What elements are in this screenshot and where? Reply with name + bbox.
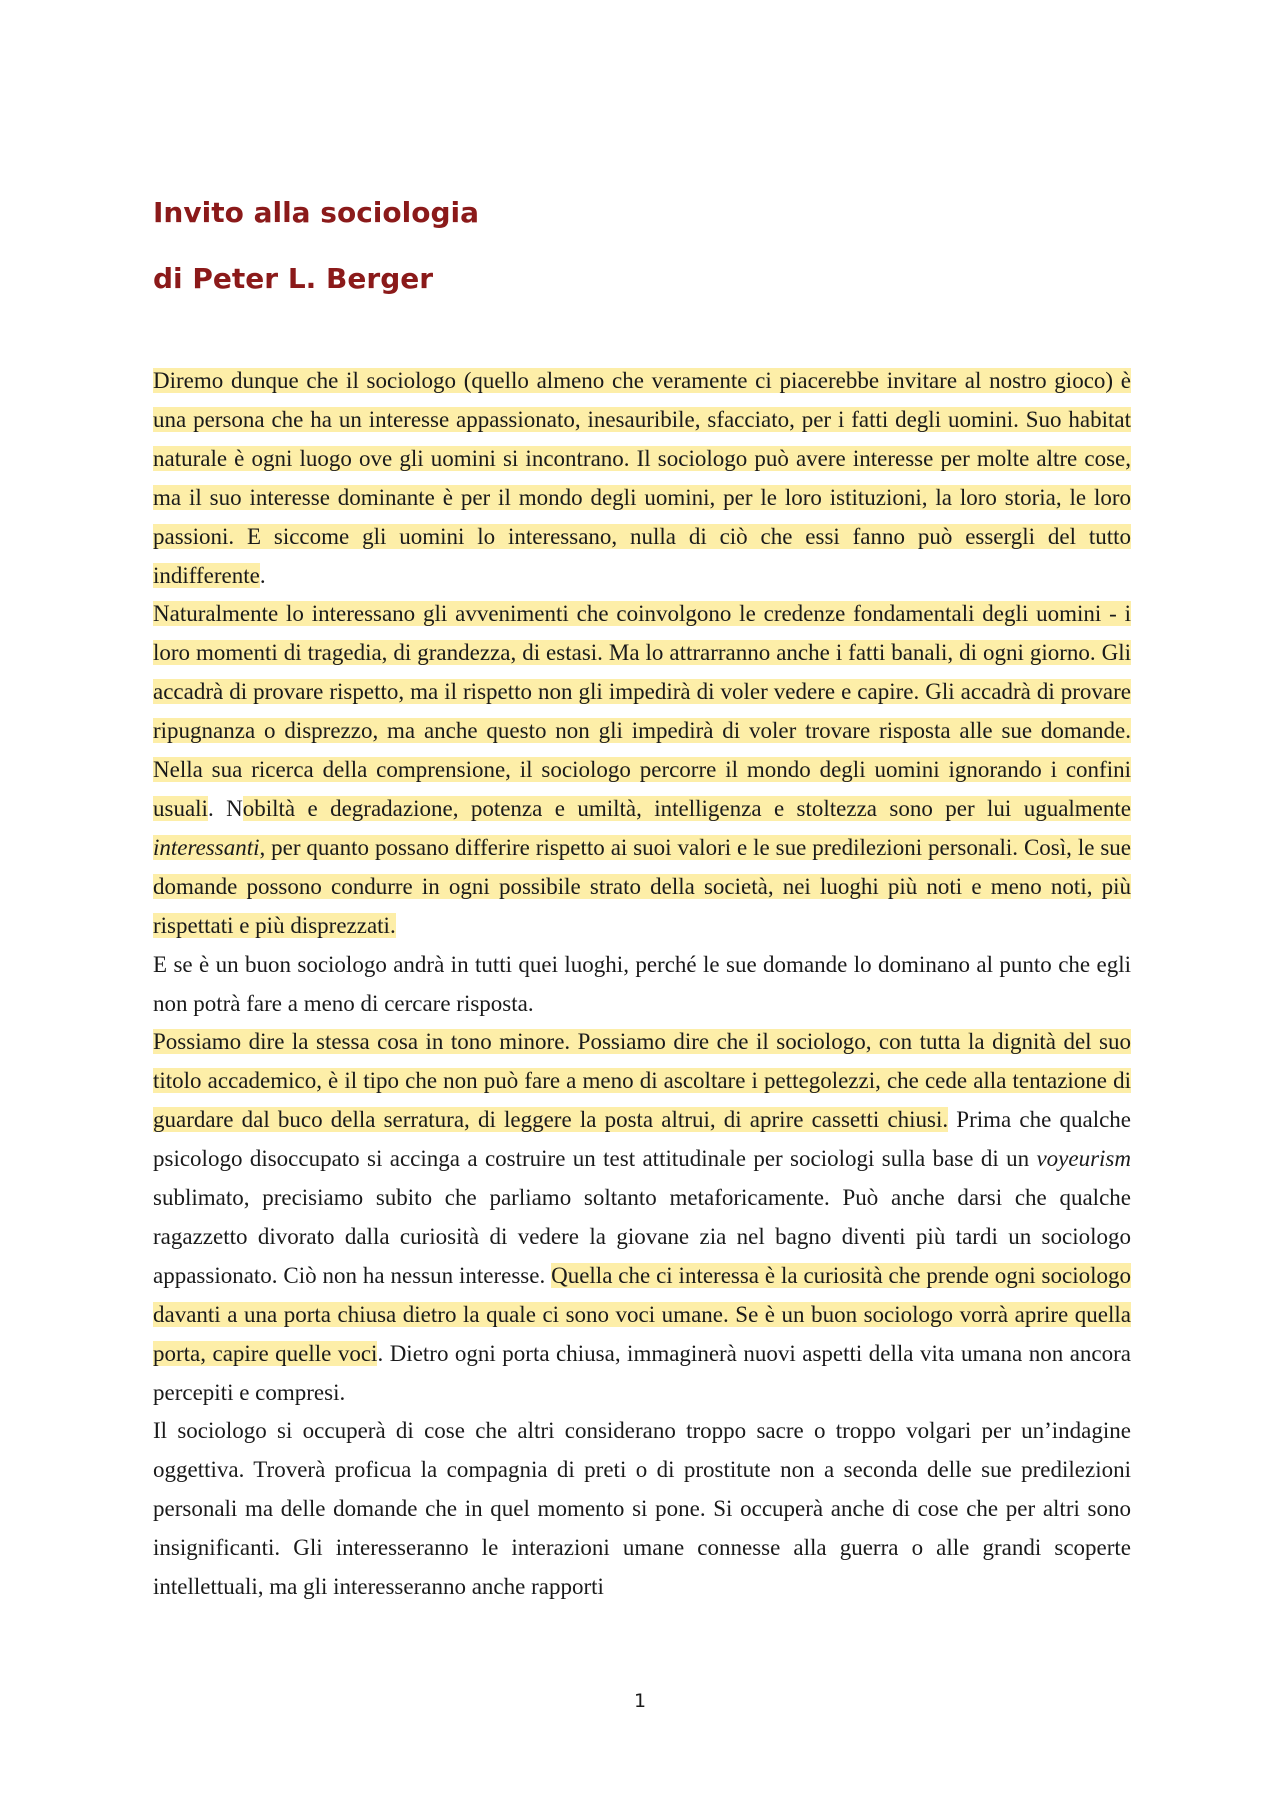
text-segment: Il sociologo si occuperà di cose che altri considerano troppo sacre o troppo volgari per un’indagine oggettiva. Troverà proficua la compagnia di preti o di prostitute non a seconda delle sue predilezioni personali ma delle domande che in quel momento si pone. Si occuperà anche di cose che per altri sono insignificanti. Gli interesseranno le interazioni umane connesse alla guerra o alle grandi scoperte intellettuali, ma gli interesseranno anche rapporti bbox=[153, 1418, 1131, 1600]
body-paragraph bbox=[153, 362, 1131, 595]
text-segment: voyeurism bbox=[1036, 1146, 1131, 1172]
body-paragraph bbox=[153, 1023, 1131, 1412]
document-title: Invito alla sociologia bbox=[153, 196, 480, 229]
text-segment: . Dietro ogni porta chiusa, immaginerà nuovi aspetti della vita umana non ancora percepiti e compresi. bbox=[153, 1340, 1132, 1405]
highlighted-text: obiltà e degradazione, potenza e umiltà, intelligenza e stoltezza sono per lui ugualmente bbox=[242, 795, 1131, 821]
document-body bbox=[153, 362, 1131, 1607]
document-author: di Peter L. Berger bbox=[153, 262, 434, 295]
text-segment: Prima che qualche psicologo disoccupato si accinga a costruire un test attitudinale per sociologi sulla base di un bbox=[153, 1107, 1131, 1172]
page-number: 1 bbox=[633, 1690, 647, 1712]
body-paragraph bbox=[153, 946, 1131, 1024]
text-segment: E se è un buon sociologo andrà in tutti quei luoghi, perché le sue domande lo dominano al punto che egli non potrà fare a meno di cercare risposta. bbox=[153, 951, 1131, 1016]
highlighted-text: Quella che ci interessa è la curiosità che prende ogni sociologo davanti a una porta chiusa dietro la quale ci sono voci umane. Se è un buon sociologo vorrà aprire quella porta, capire quelle voci bbox=[153, 1262, 1131, 1366]
body-paragraph bbox=[153, 1412, 1131, 1607]
text-segment: . bbox=[259, 562, 266, 588]
body-paragraph bbox=[153, 595, 1131, 945]
highlighted-text: Diremo dunque che il sociologo (quello almeno che veramente ci piacerebbe invitare al nostro gioco) è una persona che ha un interesse appassionato, inesauribile, sfacciato, per i fatti degli uomini. Suo habitat naturale è ogni luogo ove gli uomini si incontrano. Il sociologo può avere interesse per molte altre cose, ma il suo interesse dominante è per il mondo degli uomini, per le loro istituzioni, la loro storia, le loro passioni. E siccome gli uomini lo interessano, nulla di ciò che essi fanno può essergli del tutto indifferente bbox=[153, 368, 1131, 588]
text-segment: sublimato, precisiamo subito che parliamo soltanto metaforicamente. Può anche darsi che qualche ragazzetto divorato dalla curiosità di vedere la giovane zia nel bagno diventi più tardi un sociologo appassionato. Ciò non ha nessun interesse. bbox=[153, 1185, 1131, 1288]
highlighted-text: , per quanto possano differire rispetto ai suoi valori e le sue predilezioni personali. Così, le sue domande possono condurre in ogni possibile strato della società, nei luoghi più noti e meno noti, più rispettati e più disprezzati. bbox=[153, 834, 1131, 938]
highlighted-text: Naturalmente lo interessano gli avvenimenti che coinvolgono le credenze fondamentali degli uomini - i loro momenti di tragedia, di grandezza, di estasi. Ma lo attrarranno anche i fatti banali, di ogni giorno. Gli accadrà di provare rispetto, ma il rispetto non gli impedirà di voler vedere e capire. Gli accadrà di provare ripugnanza o disprezzo, ma anche questo non gli impedirà di voler trovare risposta alle sue domande. Nella sua ricerca della comprensione, il sociologo percorre il mondo degli uomini ignorando i confini usuali bbox=[153, 601, 1131, 821]
text-segment: . N bbox=[207, 795, 243, 821]
highlighted-text: interessanti bbox=[153, 834, 260, 860]
highlighted-text: Possiamo dire la stessa cosa in tono minore. Possiamo dire che il sociologo, con tutta la dignità del suo titolo accademico, è il tipo che non può fare a meno di ascoltare i pettegolezzi, che cede alla tentazione di guardare dal buco della serratura, di leggere la posta altrui, di aprire cassetti chiusi. bbox=[153, 1029, 1131, 1133]
